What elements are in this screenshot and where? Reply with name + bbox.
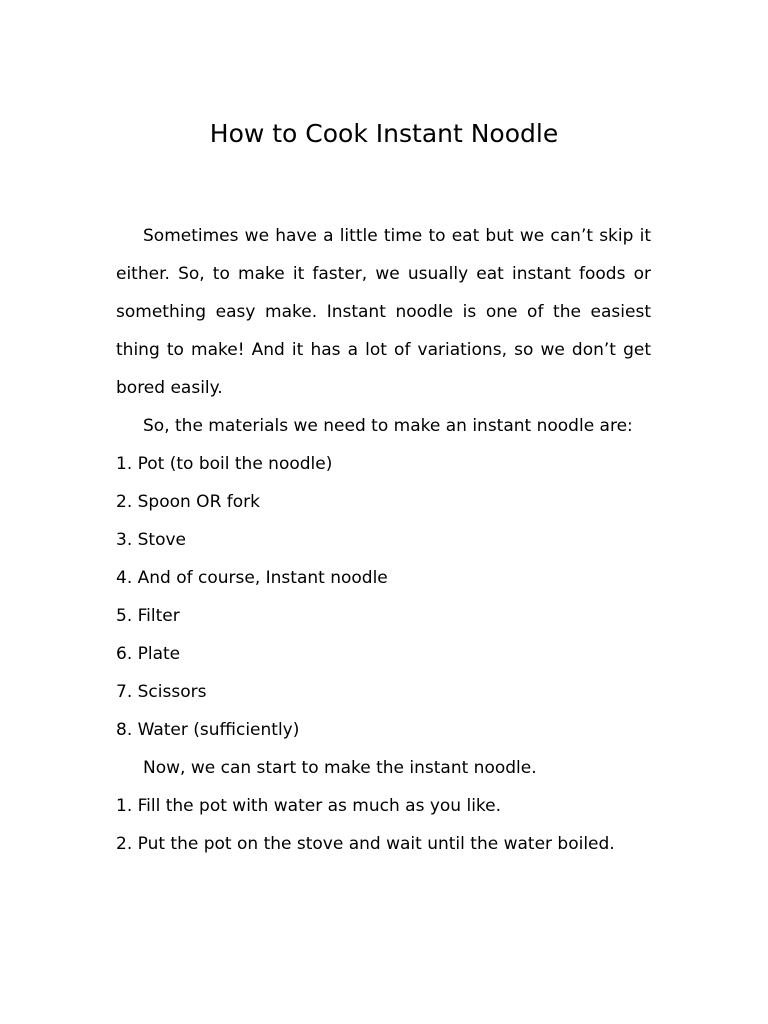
materials-list-item: 5. Filter [116,606,180,626]
page-title: How to Cook Instant Noodle [209,119,559,148]
intro-paragraph: Sometimes we have a little time to eat but we can’t skip it either. So, to make it faster, we usually eat instant foods or something easy make. Instant noodle is one of the easiest thing to make! And it has a lot of variations, so we don’t get bored easily. [116,226,651,398]
steps-list-item: 2. Put the pot on the stove and wait until the water boiled. [116,834,615,854]
document-body [116,217,651,863]
steps-list-item: 1. Fill the pot with water as much as you like. [116,796,502,816]
steps-list [116,787,651,863]
materials-list-item: 6. Plate [116,644,181,664]
materials-list [116,445,651,749]
materials-list-item: 7. Scissors [116,682,207,702]
materials-list-item: 8. Water (sufficiently) [116,720,300,740]
materials-list-item: 4. And of course, Instant noodle [116,568,388,588]
steps-intro: Now, we can start to make the instant noodle. [143,758,537,778]
materials-intro: So, the materials we need to make an instant noodle are: [143,416,633,436]
materials-list-item: 2. Spoon OR fork [116,492,261,512]
materials-list-item: 3. Stove [116,530,187,550]
materials-list-item: 1. Pot (to boil the noodle) [116,454,333,474]
